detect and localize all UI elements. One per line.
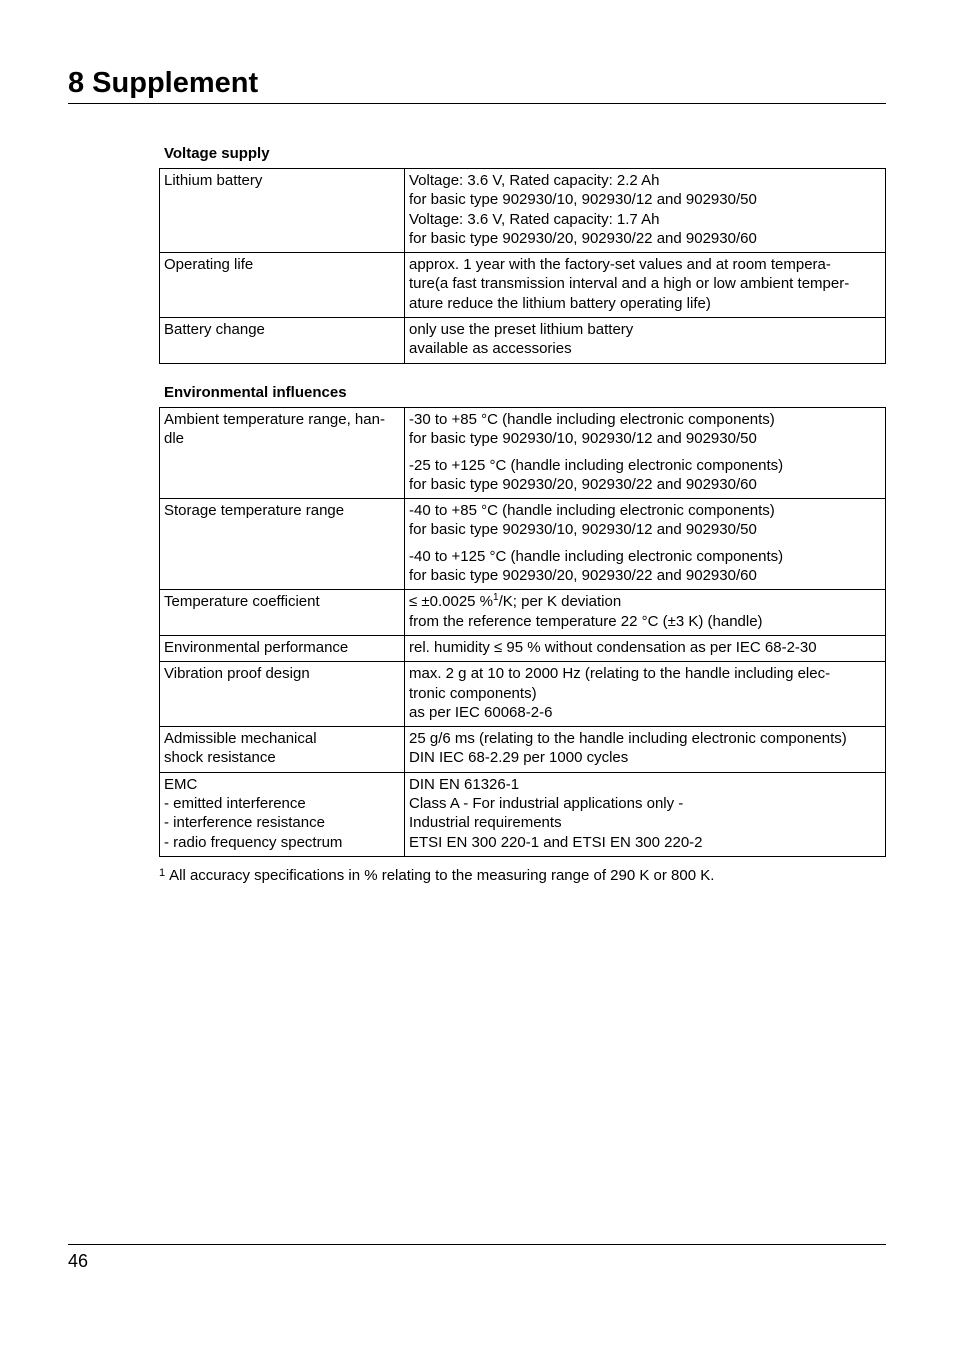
value-line: approx. 1 year with the factory-set values and at room tempera- — [409, 256, 831, 274]
value-line: DIN IEC 68-2.29 per 1000 cycles — [409, 749, 629, 767]
row-value — [405, 499, 886, 590]
environmental-influences-table — [159, 407, 886, 857]
row-label-line: - interference resistance — [164, 814, 325, 832]
section-heading-environmental-influences: Environmental influences — [164, 384, 347, 401]
table-row — [160, 590, 886, 636]
row-label-line: shock resistance — [164, 749, 276, 767]
value-line: -40 to +85 °C (handle including electronic components) — [409, 502, 775, 520]
value-paragraph — [409, 320, 881, 359]
value-line: ETSI EN 300 220-1 and ETSI EN 300 220-2 — [409, 833, 703, 851]
value-paragraph — [409, 775, 881, 852]
row-label-line: Storage temperature range — [164, 502, 345, 520]
value-line: Voltage: 3.6 V, Rated capacity: 2.2 Ah — [409, 172, 660, 189]
section-heading-voltage-supply: Voltage supply — [164, 145, 270, 162]
row-value — [405, 169, 886, 253]
value-line: from the reference temperature 22 °C (±3 K) (handle) — [409, 612, 763, 630]
row-value — [405, 772, 886, 856]
table-row — [160, 499, 886, 590]
footnote — [159, 866, 714, 886]
row-value — [405, 635, 886, 661]
value-line: max. 2 g at 10 to 2000 Hz (relating to the handle including elec- — [409, 665, 831, 683]
value-paragraph — [409, 456, 881, 495]
page-number: 46 — [68, 1251, 89, 1271]
value-paragraph — [409, 664, 881, 722]
row-label — [160, 772, 405, 856]
footnote-marker: 1 — [159, 867, 166, 879]
row-label — [160, 499, 405, 590]
value-line: available as accessories — [409, 340, 572, 358]
table-row — [160, 408, 886, 499]
row-label-line: Vibration proof design — [164, 665, 310, 683]
row-label-line: dle — [164, 430, 185, 448]
value-paragraph — [409, 547, 881, 586]
row-value — [405, 662, 886, 727]
row-label — [160, 662, 405, 727]
row-label — [160, 408, 405, 499]
value-line: Voltage: 3.6 V, Rated capacity: 1.7 Ah — [409, 210, 660, 228]
value-paragraph — [409, 638, 881, 657]
value-line: tronic components) — [409, 684, 537, 702]
value-line: Industrial requirements — [409, 814, 562, 832]
row-label-line: Temperature coefficient — [164, 593, 320, 611]
voltage-supply-table — [159, 168, 886, 364]
row-label-line: Lithium battery — [164, 172, 263, 189]
row-label — [160, 318, 405, 364]
value-line: for basic type 902930/10, 902930/12 and 902930/50 — [409, 191, 757, 209]
row-label-line: Environmental performance — [164, 638, 349, 656]
row-label — [160, 635, 405, 661]
value-line: as per IEC 60068-2-6 — [409, 703, 553, 721]
row-label-line: EMC — [164, 775, 198, 793]
value-paragraph — [409, 410, 881, 449]
chapter-title: 8 Supplement — [68, 67, 259, 99]
row-value — [405, 590, 886, 636]
value-paragraph — [409, 255, 881, 313]
value-line: DIN EN 61326-1 — [409, 775, 520, 793]
value-line: rel. humidity ≤ 95 % without condensation as per IEC 68-2-30 — [409, 638, 817, 656]
value-line: for basic type 902930/20, 902930/22 and 902930/60 — [409, 229, 757, 247]
row-label-line: Admissible mechanical — [164, 730, 317, 748]
row-label-line: - emitted interference — [164, 795, 306, 813]
value-line: ature reduce the lithium battery operating life) — [409, 294, 711, 312]
value-paragraph — [409, 729, 881, 768]
value-line: -30 to +85 °C (handle including electronic components) — [409, 411, 775, 428]
title-rule — [68, 103, 886, 104]
table-row — [160, 662, 886, 727]
value-line: for basic type 902930/20, 902930/22 and 902930/60 — [409, 567, 757, 585]
value-line — [409, 592, 881, 611]
value-line: only use the preset lithium battery — [409, 321, 634, 339]
value-line: 25 g/6 ms (relating to the handle including electronic components) — [409, 730, 847, 748]
row-label-line: Battery change — [164, 321, 265, 339]
value-paragraph — [409, 171, 881, 248]
row-label-line: Ambient temperature range, han- — [164, 411, 385, 428]
row-value — [405, 253, 886, 318]
row-label — [160, 727, 405, 773]
row-label — [160, 590, 405, 636]
table-row — [160, 253, 886, 318]
footnote-reference: 1 — [493, 592, 499, 604]
value-line: Class A - For industrial applications only - — [409, 795, 684, 813]
row-value — [405, 727, 886, 773]
row-value — [405, 408, 886, 499]
value-text: ≤ ±0.0025 % — [409, 593, 494, 611]
row-label — [160, 253, 405, 318]
row-value — [405, 318, 886, 364]
value-line: -40 to +125 °C (handle including electronic components) — [409, 547, 784, 565]
value-line: for basic type 902930/10, 902930/12 and 902930/50 — [409, 521, 757, 539]
value-text: /K; per K deviation — [498, 593, 622, 611]
value-line: for basic type 902930/20, 902930/22 and 902930/60 — [409, 475, 757, 493]
row-label-line: Operating life — [164, 256, 254, 274]
value-line: ture(a fast transmission interval and a high or low ambient temper- — [409, 275, 850, 293]
value-line: for basic type 902930/10, 902930/12 and 902930/50 — [409, 430, 757, 448]
table-row — [160, 169, 886, 253]
value-line: -25 to +125 °C (handle including electronic components) — [409, 456, 784, 474]
table-row — [160, 635, 886, 661]
row-label — [160, 169, 405, 253]
footnote-text: All accuracy specifications in % relating to the measuring range of 290 K or 800 K. — [169, 867, 715, 884]
footer-rule — [68, 1244, 886, 1245]
value-paragraph — [409, 592, 881, 631]
table-row — [160, 772, 886, 856]
table-row — [160, 318, 886, 364]
row-label-line: - radio frequency spectrum — [164, 833, 343, 851]
table-row — [160, 727, 886, 773]
value-paragraph — [409, 501, 881, 540]
